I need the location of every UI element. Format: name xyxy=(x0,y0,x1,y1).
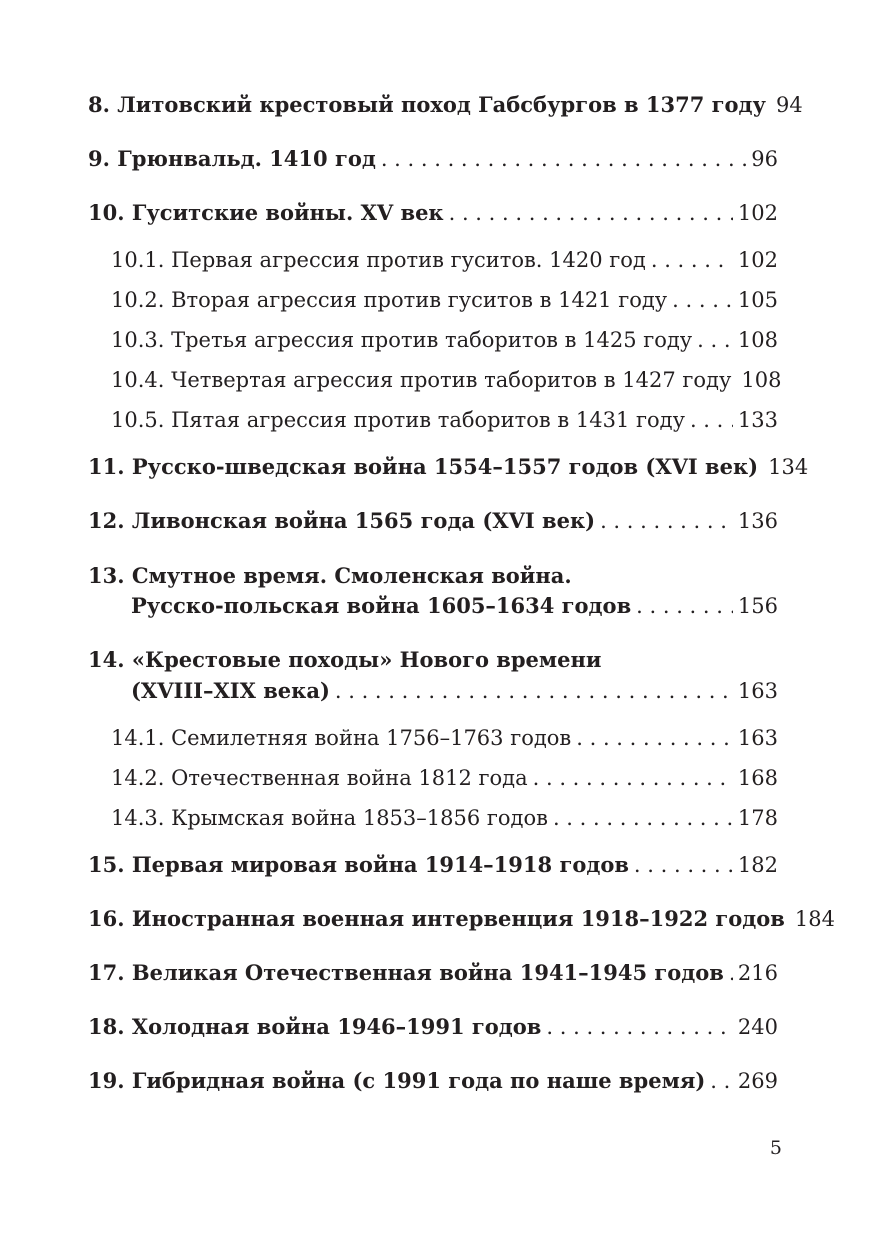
toc-entry-19 xyxy=(88,1066,778,1096)
toc-entry-title: 8. Литовский крестовый поход Габсбургов в 1377 году xyxy=(88,92,766,117)
toc-entry-page: 94 xyxy=(775,93,803,117)
toc-entry-page: 182 xyxy=(737,853,778,877)
dot-leader xyxy=(651,245,733,275)
toc-entry-14-1 xyxy=(111,723,778,753)
toc-entry-13-title-line1: 13. Смутное время. Смоленская война. xyxy=(88,563,572,588)
toc-entry-10-4 xyxy=(111,365,782,395)
toc-entry-page: 108 xyxy=(741,368,782,392)
toc-entry-title: 15. Первая мировая война 1914–1918 годов xyxy=(88,852,629,877)
toc-entry-page: 102 xyxy=(737,201,778,225)
toc-entry-title: 12. Ливонская война 1565 года (XVI век) xyxy=(88,508,596,533)
dot-leader xyxy=(710,1066,733,1096)
toc-entry-title: 18. Холодная война 1946–1991 годов xyxy=(88,1014,542,1039)
toc-entry-title: 10.5. Пятая агрессия против таборитов в 1431 году xyxy=(111,408,685,432)
toc-entry-10 xyxy=(88,198,778,228)
toc-entry-14 xyxy=(131,676,778,706)
toc-entry-12 xyxy=(88,506,778,536)
dot-leader xyxy=(600,506,733,536)
toc-entry-title: 17. Великая Отечественная война 1941–1945 годов xyxy=(88,960,724,985)
dot-leader xyxy=(546,1012,733,1042)
toc-entry-9 xyxy=(88,144,778,174)
toc-entry-page: 163 xyxy=(737,679,778,703)
toc-entry-page: 240 xyxy=(737,1015,778,1039)
toc-entry-13 xyxy=(131,591,778,621)
toc-entry-14-title-line1: 14. «Крестовые походы» Нового времени xyxy=(88,647,602,672)
toc-entry-page: 156 xyxy=(737,594,778,618)
toc-entry-14-2 xyxy=(111,763,778,793)
toc-entry-page: 105 xyxy=(737,288,778,312)
toc-entry-page: 102 xyxy=(737,248,778,272)
toc-entry-page: 136 xyxy=(737,509,778,533)
dot-leader xyxy=(381,144,746,174)
dot-leader xyxy=(553,803,733,833)
toc-entry-title: 14.2. Отечественная война 1812 года xyxy=(111,766,528,790)
toc-entry-title: 10.1. Первая агрессия против гуситов. 1420 год xyxy=(111,248,646,272)
toc-entry-page: 269 xyxy=(737,1069,778,1093)
toc-entry-title: 14.1. Семилетняя война 1756–1763 годов xyxy=(111,726,572,750)
toc-entry-title: 19. Гибридная война (с 1991 года по наше время) xyxy=(88,1068,706,1093)
toc-entry-16 xyxy=(88,904,835,934)
page-number: 5 xyxy=(769,1137,782,1159)
toc-entry-page: 96 xyxy=(751,147,778,171)
toc-entry-page: 134 xyxy=(768,455,809,479)
toc-entry-title: 10.4. Четвертая агрессия против таборитов в 1427 году xyxy=(111,368,732,392)
toc-entry-page: 178 xyxy=(737,806,778,830)
dot-leader xyxy=(690,405,733,435)
toc-entry-title-line2: (XVIII–XIX века) xyxy=(131,678,330,703)
toc-entry-page: 184 xyxy=(794,907,835,931)
toc-entry-title: 16. Иностранная военная интервенция 1918–1922 годов xyxy=(88,906,785,931)
toc-entry-page: 216 xyxy=(737,961,778,985)
toc-entry-page: 108 xyxy=(737,328,778,352)
dot-leader xyxy=(576,723,733,753)
toc-entry-title: 14.3. Крымская война 1853–1856 годов xyxy=(111,806,548,830)
toc-entry-10-1 xyxy=(111,245,778,275)
toc-entry-14-3 xyxy=(111,803,778,833)
toc-entry-title-line2: Русско-польская война 1605–1634 годов xyxy=(131,593,632,618)
toc-entry-10-2 xyxy=(111,285,778,315)
toc-entry-title: 9. Грюнвальд. 1410 год xyxy=(88,146,376,171)
toc-entry-10-5 xyxy=(111,405,778,435)
toc-entry-title: 11. Русско-шведская война 1554–1557 годов (XVI век) xyxy=(88,454,759,479)
dot-leader xyxy=(672,285,733,315)
dot-leader xyxy=(729,958,733,988)
toc-entry-page: 163 xyxy=(737,726,778,750)
toc-entry-17 xyxy=(88,958,778,988)
dot-leader xyxy=(335,676,733,706)
toc-entry-title: 10. Гуситские войны. XV век xyxy=(88,200,444,225)
toc-entry-11 xyxy=(88,452,809,482)
toc-entry-title: 10.2. Вторая агрессия против гуситов в 1421 году xyxy=(111,288,668,312)
dot-leader xyxy=(449,198,733,228)
dot-leader xyxy=(533,763,733,793)
toc-entry-8 xyxy=(88,90,803,120)
dot-leader xyxy=(634,850,733,880)
toc-entry-15 xyxy=(88,850,778,880)
toc-entry-page: 133 xyxy=(737,408,778,432)
toc-entry-title: 10.3. Третья агрессия против таборитов в 1425 году xyxy=(111,328,693,352)
dot-leader xyxy=(636,591,733,621)
toc-entry-18 xyxy=(88,1012,778,1042)
toc-entry-10-3 xyxy=(111,325,778,355)
dot-leader xyxy=(697,325,733,355)
toc-entry-page: 168 xyxy=(737,766,778,790)
